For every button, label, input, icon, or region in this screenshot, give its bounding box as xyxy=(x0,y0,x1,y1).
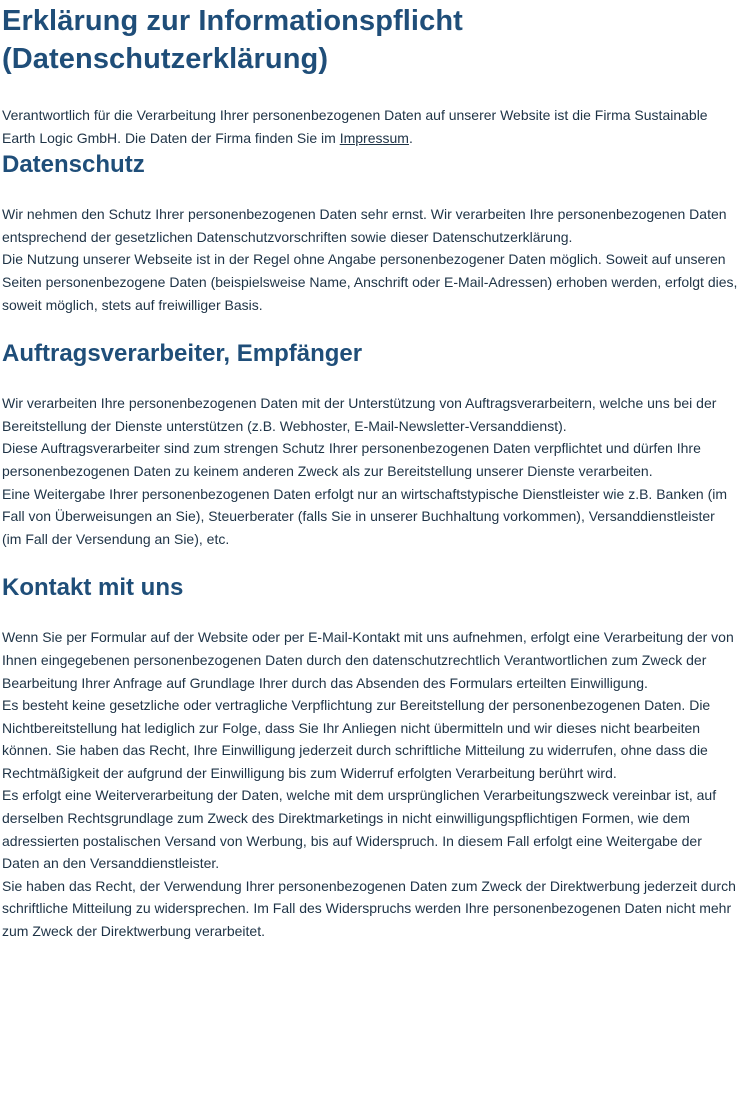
section-paragraph: Eine Weitergabe Ihrer personenbezogenen Daten erfolgt nur an wirtschaftstypische Dienstleister wie z.B. Banken (im Fall von Überweisungen an Sie), Steuerberater (falls Sie in unserer Buchhaltung vorkommen), Versanddienstleister (im Fall der Versendung an Sie), etc. xyxy=(2,485,728,547)
section-paragraph: Es erfolgt eine Weiterverarbeitung der Daten, welche mit dem ursprünglichen Verarbeitungszweck vereinbar ist, auf derselben Rechtsgrundlage zum Zweck des Direktmarketings in nicht einwilligungspflichtigen Formen, wie dem adressierten postalischen Versand von Werbung, bis auf Widerspruch. In diesem Fall erfolgt eine Weitergabe der Daten an den Versanddienstleister. xyxy=(2,787,717,872)
section-paragraph: Wenn Sie per Formular auf der Website oder per E-Mail-Kontakt mit uns aufnehmen, erfolgt eine Verarbeitung der von Ihnen eingegebenen personenbezogenen Daten durch den datenschutzrechtlich Verantwortlichen zum Zweck der Bearbeitung Ihrer Anfrage auf Grundlage Ihrer durch das Absenden des Formulars erteilten Einwilligung. xyxy=(2,629,734,691)
section-heading: Kontakt mit uns xyxy=(2,574,184,602)
section-heading: Datenschutz xyxy=(2,151,145,179)
section-body xyxy=(2,203,738,316)
section-kontakt xyxy=(2,572,738,942)
intro-text-end: . xyxy=(408,129,413,146)
section-body xyxy=(2,392,738,550)
section-auftragsverarbeiter xyxy=(2,338,738,550)
intro-paragraph xyxy=(2,104,738,149)
section-paragraph: Wir verarbeiten Ihre personenbezogenen Daten mit der Unterstützung von Auftragsverarbeitern, welche uns bei der Bereitstellung der Dienste unterstützen (z.B. Webhoster, E-Mail-Newsletter-Versanddienst). xyxy=(2,395,717,434)
section-paragraph: Wir nehmen den Schutz Ihrer personenbezogenen Daten sehr ernst. Wir verarbeiten Ihre personenbezogenen Daten entsprechend der gesetzlichen Datenschutzvorschriften sowie dieser Datenschutzerklärung. xyxy=(2,206,727,245)
section-body xyxy=(2,626,738,942)
section-paragraph: Die Nutzung unserer Webseite ist in der Regel ohne Angabe personenbezogener Daten möglich. Soweit auf unseren Seiten personenbezogene Daten (beispielsweise Name, Anschrift oder E-Mail-Adressen) erhoben werden, erfolgt dies, soweit möglich, stets auf freiwilliger Basis. xyxy=(2,251,738,313)
section-paragraph: Sie haben das Recht, der Verwendung Ihrer personenbezogenen Daten zum Zweck der Direktwerbung jederzeit durch schriftliche Mitteilung zu widersprechen. Im Fall des Widerspruchs werden Ihre personenbezogenen Daten nicht mehr zum Zweck der Direktwerbung verarbeitet. xyxy=(2,877,736,940)
impressum-link[interactable]: Impressum xyxy=(339,129,409,146)
section-paragraph: Diese Auftragsverarbeiter sind zum strengen Schutz Ihrer personenbezogenen Daten verpflichtet und dürfen Ihre personenbezogenen Daten zu keinem anderen Zweck als zur Bereitstellung unserer Dienste verarbeiten. xyxy=(2,440,701,479)
intro-text: Verantwortlich für die Verarbeitung Ihrer personenbezogenen Daten auf unserer Website ist die Firma Sustainable Earth Logic GmbH. Die Daten der Firma finden Sie im xyxy=(2,107,708,146)
section-datenschutz xyxy=(2,149,738,316)
section-paragraph: Es besteht keine gesetzliche oder vertragliche Verpflichtung zur Bereitstellung der personenbezogenen Daten. Die Nichtbereitstellung hat lediglich zur Folge, dass Sie Ihr Anliegen nicht übermitteln und wir dieses nicht bearbeiten können. Sie haben das Recht, Ihre Einwilligung jederzeit durch schriftliche Mitteilung zu widerrufen, ohne dass die Rechtmäßigkeit der aufgrund der Einwilligung bis zum Widerruf erfolgten Verarbeitung berührt wird. xyxy=(2,697,711,781)
page-title: Erklärung zur Informationspflicht (Datenschutzerklärung) xyxy=(2,5,463,75)
section-heading: Auftragsverarbeiter, Empfänger xyxy=(2,340,363,368)
